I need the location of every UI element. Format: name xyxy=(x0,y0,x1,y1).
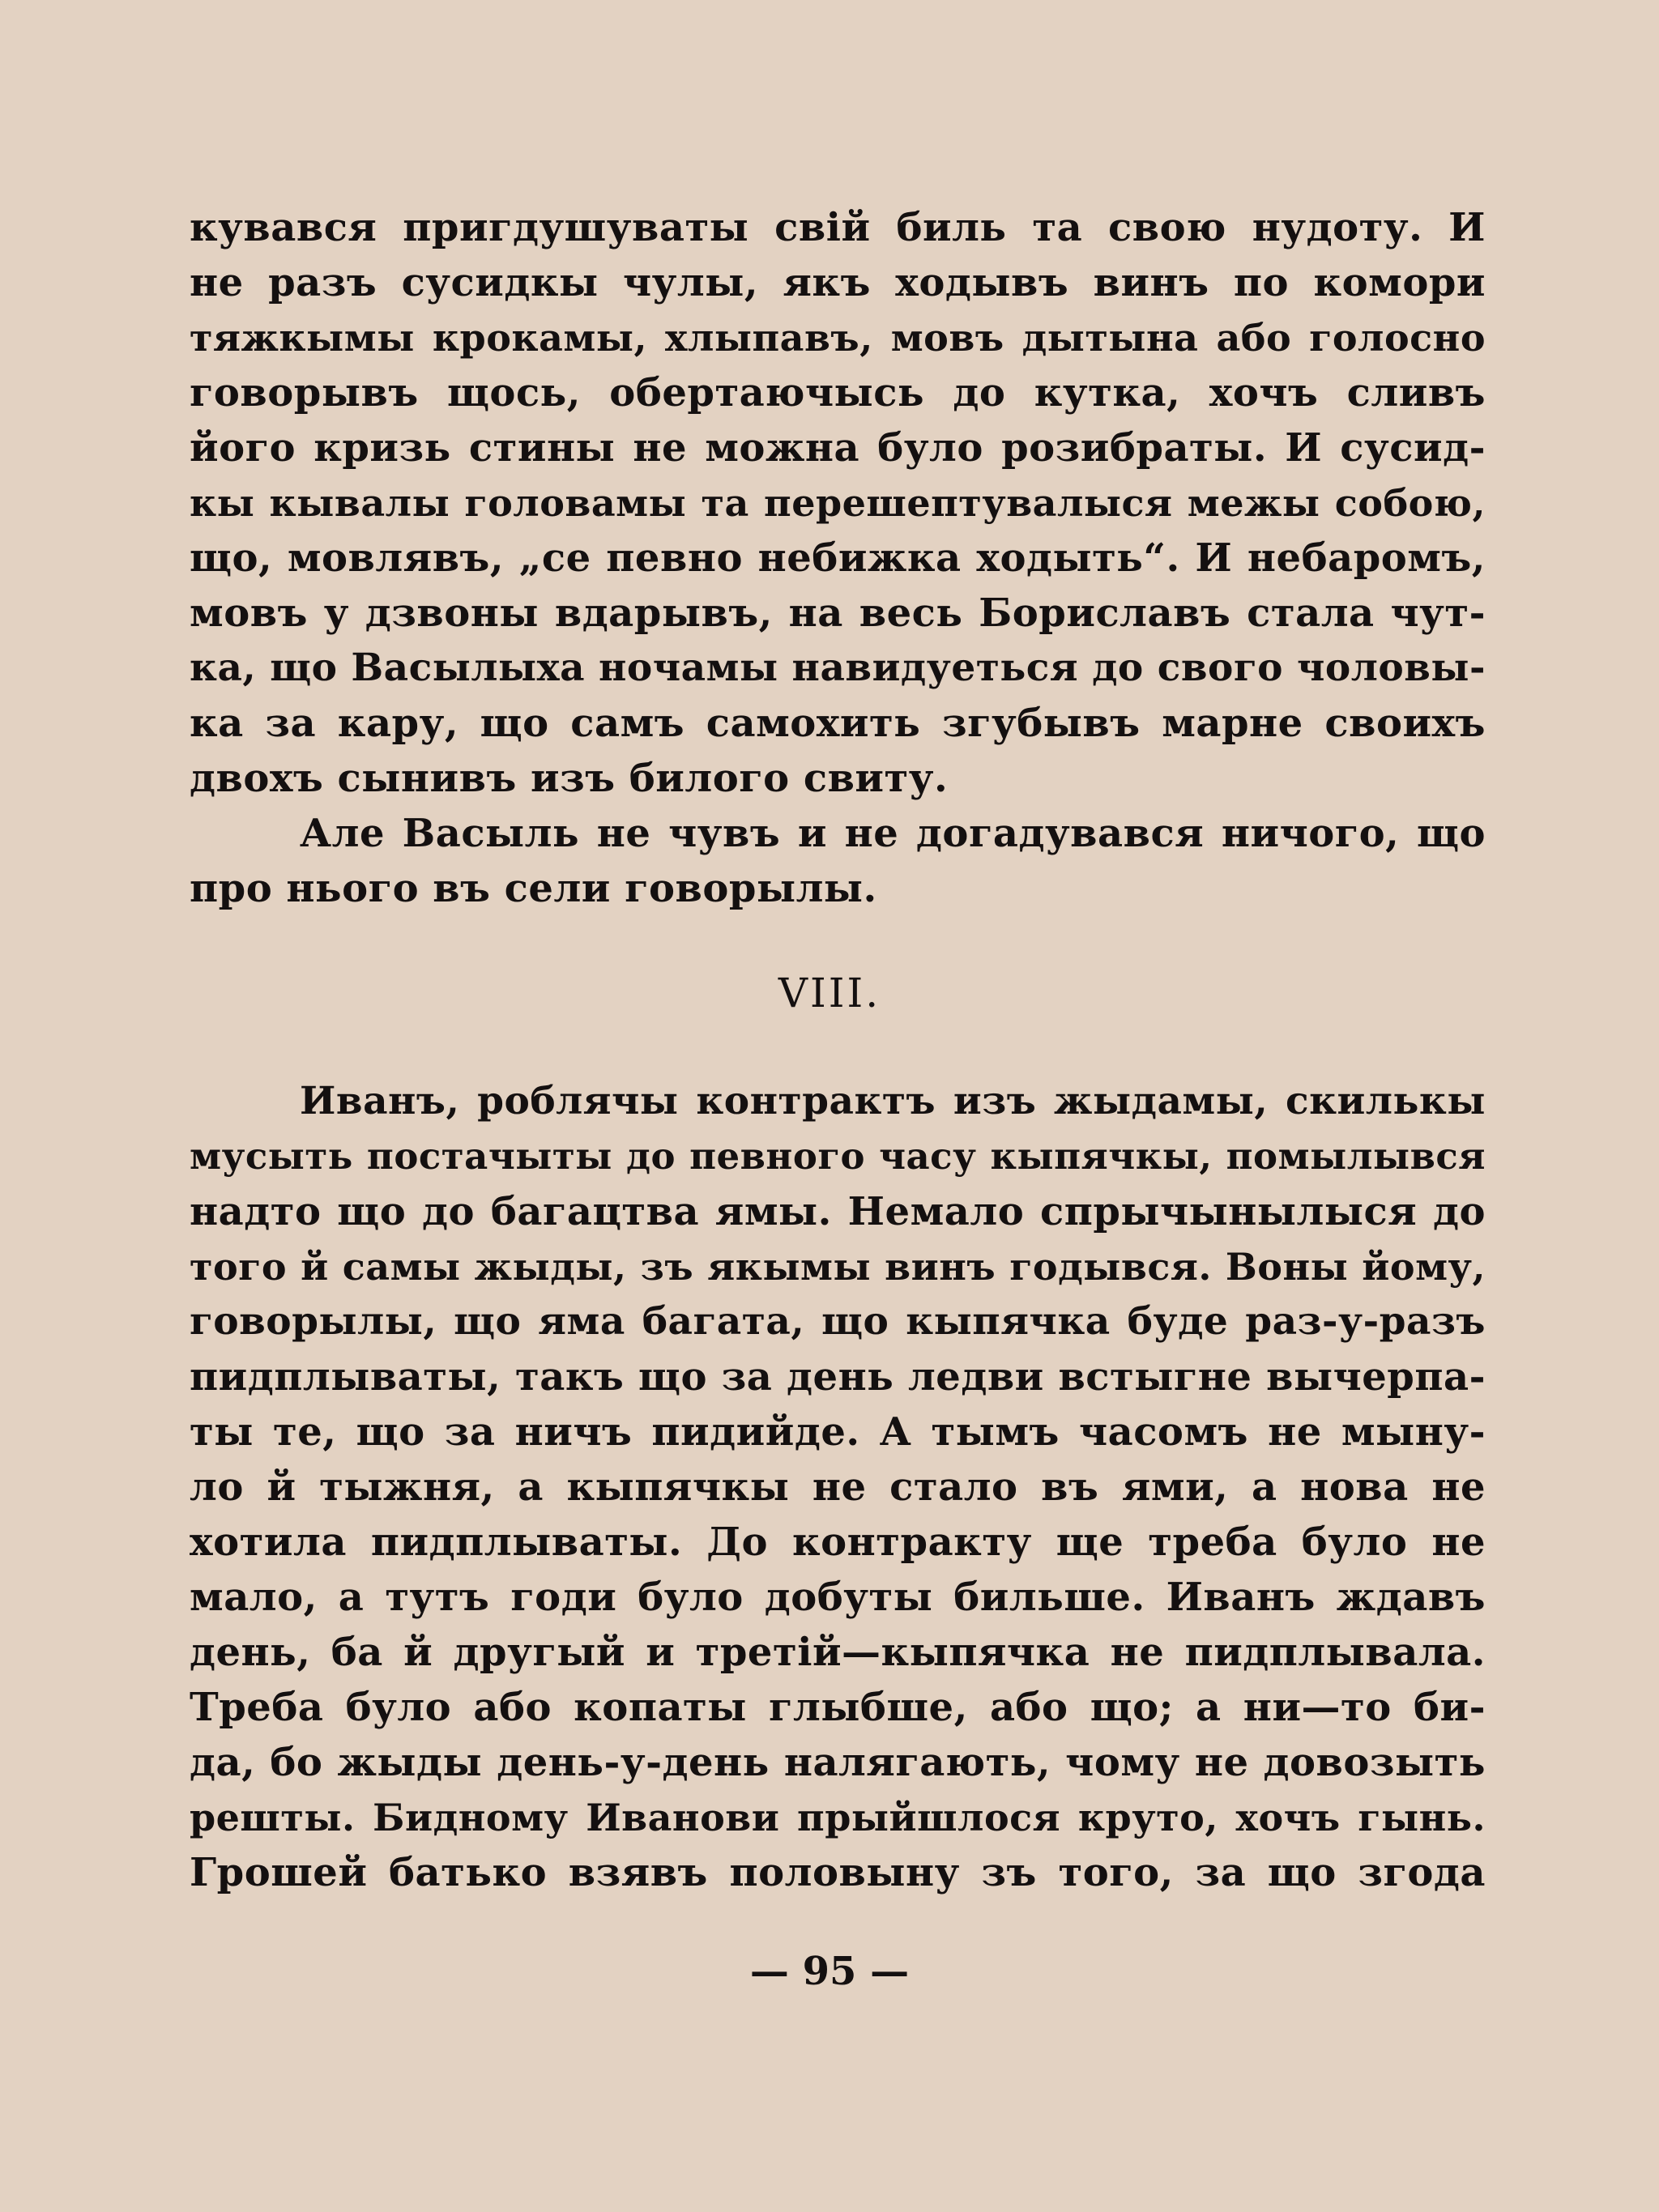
text-line: тяжкымы крокамы, хлыпавъ, мовъ дытына або голосно xyxy=(190,316,1486,360)
text-line: говорывъ щось, обертаючысь до кутка, хочъ сливъ xyxy=(190,370,1486,416)
text-line: кы кывалы головамы та перешептувалыся межы собою, xyxy=(190,481,1486,525)
text-line: мусыть постачыты до певного часу кыпячкы, помылывся xyxy=(190,1135,1486,1178)
text-line: решты. Бидному Иванови прыйшлося круто, хочъ гынь. xyxy=(190,1796,1486,1839)
text-line: мовъ у дзвоны вдарывъ, на весь Бориславъ стала чут- xyxy=(190,590,1486,636)
text-line: ка, що Васылыха ночамы навидуеться до свого чоловы- xyxy=(190,646,1486,690)
text-line: що, мовлявъ, „се певно небижка ходыть“. И небаромъ, xyxy=(190,535,1486,581)
text-line: ло й тыжня, а кыпячкы не стало въ ями, а нова не xyxy=(190,1464,1486,1510)
text-line: про нього въ сели говорылы. xyxy=(190,866,877,911)
page-number: — 95 — xyxy=(749,1949,910,1994)
text-line: Иванъ, роблячы контрактъ изъ жыдамы, скилькы xyxy=(300,1079,1486,1123)
text-line: Грошей батько взявъ половыну зъ того, за що згода xyxy=(190,1850,1486,1895)
text-line: хотила пидплываты. До контракту ще треба було не xyxy=(190,1519,1486,1565)
text-line: Але Васыль не чувъ и не догадувався ничого, що xyxy=(300,811,1486,856)
text-line: день, ба й другый и третій—кыпячка не пидплывала. xyxy=(190,1630,1486,1675)
chapter-heading: VIII. xyxy=(778,970,881,1016)
text-line: не разъ сусидкы чулы, якъ ходывъ винъ по комори xyxy=(190,260,1486,305)
text-line: надто що до багацтва ямы. Немало спрычынылыся до xyxy=(190,1189,1486,1234)
text-line: мало, а тутъ годи було добуты бильше. Иванъ ждавъ xyxy=(190,1575,1486,1620)
text-line: да, бо жыды день-у-день налягають, чому не довозыть xyxy=(190,1740,1486,1785)
text-line: його кризь стины не можна було розибраты. И сусид- xyxy=(190,425,1486,471)
text-line: ты те, що за ничъ пидийде. А тымъ часомъ не мыну- xyxy=(190,1409,1486,1455)
text-line: двохъ сынивъ изъ билого свиту. xyxy=(190,756,949,801)
text-line: пидплываты, такъ що за день ледви встыгне вычерпа- xyxy=(190,1354,1486,1400)
text-line: ка за кару, що самъ самохить згубывъ марне своихъ xyxy=(190,701,1486,746)
text-line: того й самы жыды, зъ якымы винъ годывся. Воны йому, xyxy=(190,1245,1486,1289)
text-line: говорылы, що яма багата, що кыпячка буде раз-у-разъ xyxy=(190,1299,1486,1344)
text-line: Треба було або копаты глыбше, або що; а ни—то би- xyxy=(190,1685,1486,1730)
text-line: кувався пригдушуваты свій биль та свою нудоту. И xyxy=(190,205,1486,250)
